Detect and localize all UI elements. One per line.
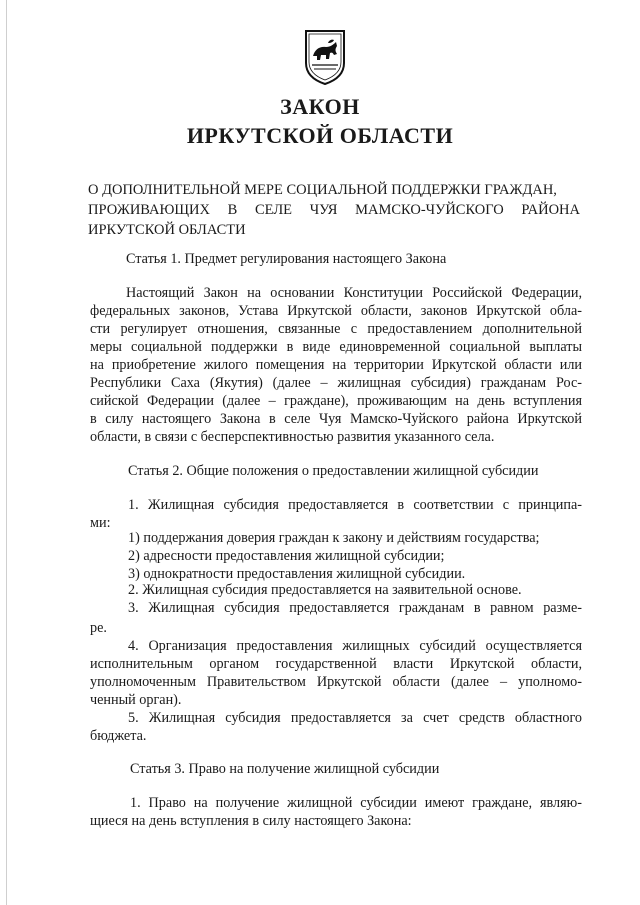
article3-heading: Статья 3. Право на получение жилищной субсидии [130,761,440,777]
paragraph-line: ре. [90,620,107,636]
paragraph-line: Республики Саха (Якутия) (далее – жилищная субсидия) гражданам Рос- [90,375,582,391]
paragraph-line: области, в связи с бесперспективностью развития указанного села. [90,429,495,445]
paragraph-line: 1) поддержания доверия граждан к закону и действиям государства; [128,530,540,546]
paragraph-line: 4. Организация предоставления жилищных субсидий осуществляется [128,638,582,654]
paragraph-line: 2. Жилищная субсидия предоставляется на заявительной основе. [128,582,522,598]
paragraph-line: Настоящий Закон на основании Конституции Российской Федерации, [126,285,582,301]
subject-line: ПРОЖИВАЮЩИХ В СЕЛЕ ЧУЯ МАМСКО-ЧУЙСКОГО РАЙОНА [88,202,580,218]
paragraph-line: ми: [90,515,111,531]
article2-heading: Статья 2. Общие положения о предоставлении жилищной субсидии [128,463,539,479]
paragraph-line: ченный орган). [90,692,182,708]
paragraph-line: сийской Федерации (далее – граждане), проживающим на день вступления [90,393,582,409]
paragraph-line: меры социальной поддержки в виде единовременной социальной выплаты [90,339,582,355]
paragraph-line: 3) однократности предоставления жилищной субсидии. [128,566,466,582]
paragraph-line: в силу настоящего Закона в селе Чуя Мамско-Чуйского района Иркутской [90,411,582,427]
law-title: ЗАКОН [280,94,360,119]
paragraph-line: уполномоченным Правительством Иркутской области (далее – уполномо- [90,674,582,690]
paragraph-line: исполнительным органом государственной власти Иркутской области, [90,656,582,672]
region-title: ИРКУТСКОЙ ОБЛАСТИ [186,123,454,148]
subject-line: О ДОПОЛНИТЕЛЬНОЙ МЕРЕ СОЦИАЛЬНОЙ ПОДДЕРЖКИ ГРАЖДАН, [88,182,557,198]
paragraph-line: федеральных законов, Устава Иркутской области, законов Иркутской обла- [90,303,582,319]
subject-line: ИРКУТСКОЙ ОБЛАСТИ [88,222,246,238]
paragraph-line: 1. Право на получение жилищной субсидии имеют граждане, являю- [130,795,582,811]
paragraph-line: 2) адресности предоставления жилищной субсидии; [128,548,445,564]
paragraph-line: 5. Жилищная субсидия предоставляется за счет средств областного [128,710,582,726]
law-subject [88,180,580,240]
article1-heading: Статья 1. Предмет регулирования настоящего Закона [126,251,447,267]
paragraph-line: щиеся на день вступления в силу настоящего Закона: [90,813,412,829]
paragraph-line: на приобретение жилого помещения на территории Иркутской области или [90,357,582,373]
paragraph-line: сти регулирует отношения, связанные с предоставлением дополнительной [90,321,582,337]
paragraph-line: 3. Жилищная субсидия предоставляется гражданам в равном разме- [128,600,582,616]
irkutsk-coat-of-arms-icon [304,29,346,85]
paragraph-line: бюджета. [90,728,147,744]
paragraph-line: 1. Жилищная субсидия предоставляется в соответствии с принципа- [128,497,582,513]
